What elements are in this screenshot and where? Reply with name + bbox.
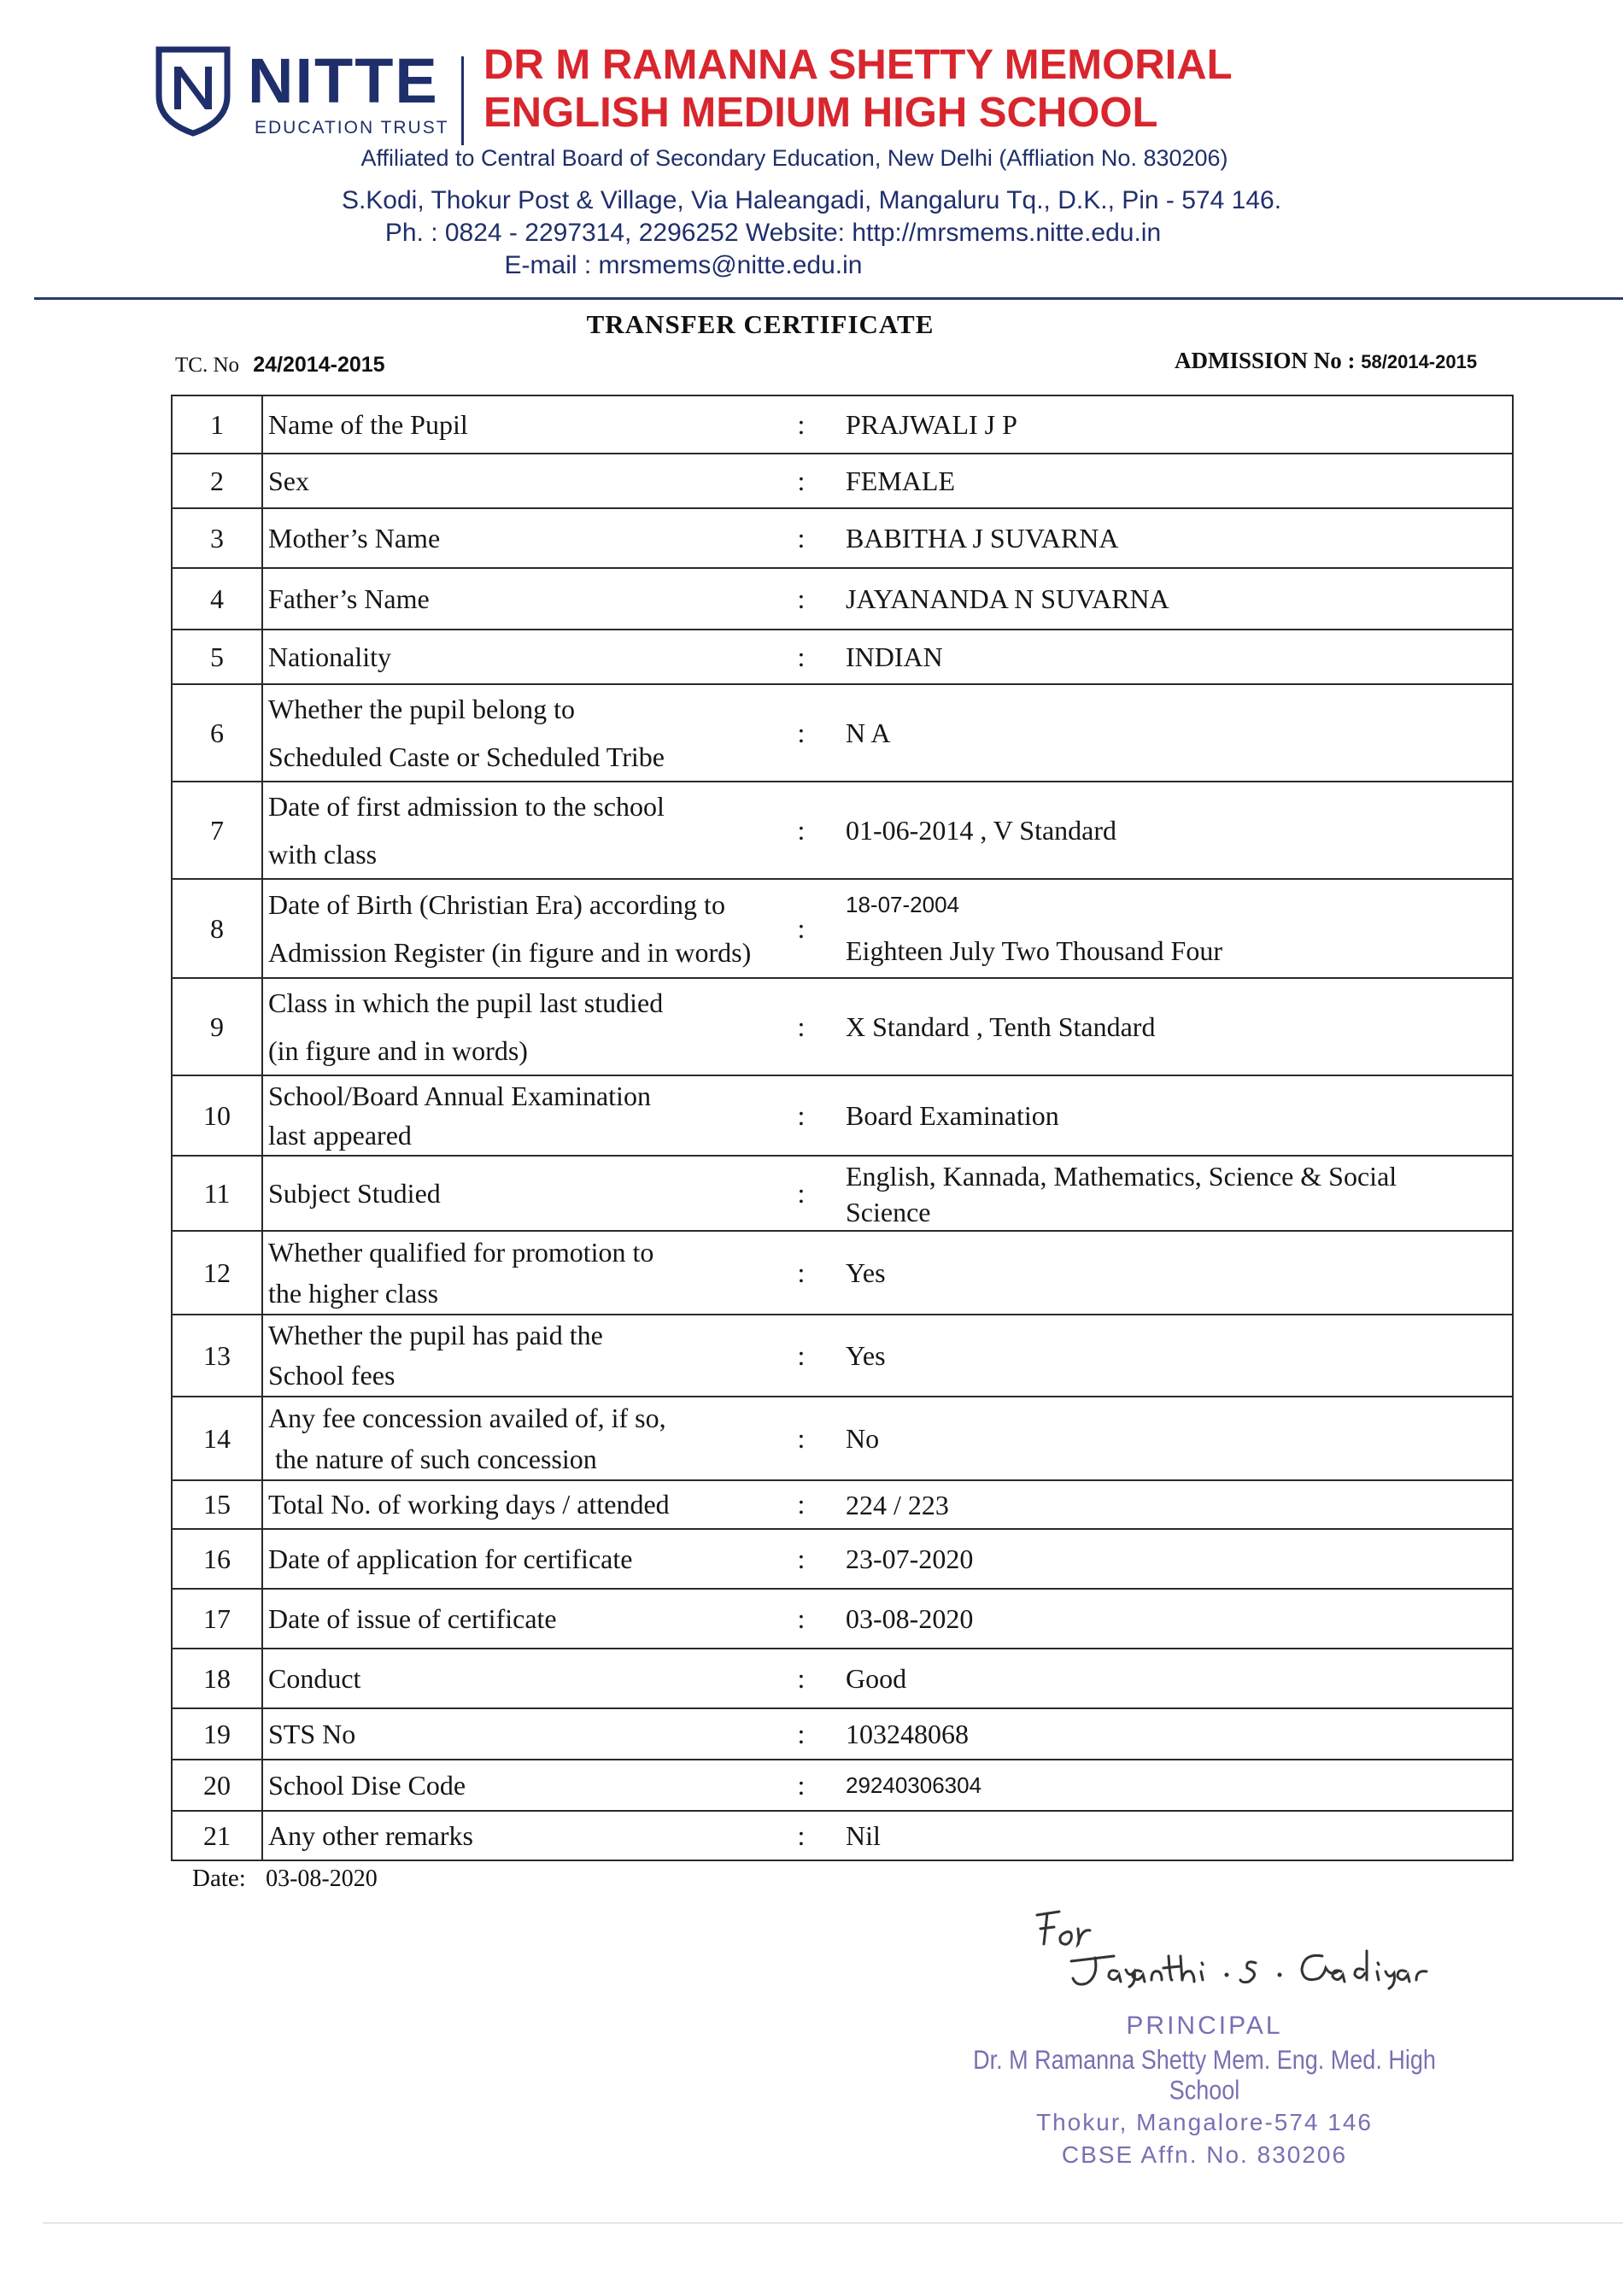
row-label: Nationality xyxy=(262,630,782,684)
row-colon: : xyxy=(782,1589,820,1649)
row-label: School Dise Code xyxy=(262,1760,782,1811)
row-number: 16 xyxy=(172,1529,262,1589)
brand-subtitle: EDUCATION TRUST xyxy=(255,118,449,138)
row-value: INDIAN xyxy=(820,630,1513,684)
admission-number xyxy=(1175,348,1477,374)
row-label: Subject Studied xyxy=(262,1156,782,1231)
row-label-line: Class in which the pupil last studied xyxy=(268,987,664,1018)
row-value: BABITHA J SUVARNA xyxy=(820,508,1513,568)
admission-number-value: 58/2014-2015 xyxy=(1361,351,1478,372)
row-value: FEMALE xyxy=(820,454,1513,508)
principal-stamp xyxy=(940,2012,1469,2169)
school-name xyxy=(483,41,1233,137)
row-colon: : xyxy=(782,1397,820,1480)
row-colon: : xyxy=(782,630,820,684)
table-row xyxy=(172,1480,1513,1529)
row-colon: : xyxy=(782,782,820,879)
row-value: Yes xyxy=(820,1231,1513,1315)
row-label: Conduct xyxy=(262,1649,782,1708)
email-text: E-mail : mrsmems@nitte.edu.in xyxy=(504,251,863,279)
table-row xyxy=(172,782,1513,879)
row-value: 03-08-2020 xyxy=(820,1589,1513,1649)
row-colon: : xyxy=(782,1708,820,1760)
school-name-line1: DR M RAMANNA SHETTY MEMORIAL xyxy=(483,42,1233,88)
affiliation-text: Affiliated to Central Board of Secondary Education, New Delhi (Affliation No. 830206) xyxy=(360,145,1228,171)
table-row xyxy=(172,1231,1513,1315)
row-label-line: Whether the pupil has paid the xyxy=(268,1320,603,1350)
stamp-title: PRINCIPAL xyxy=(1126,2012,1283,2040)
table-row xyxy=(172,1811,1513,1860)
table-row xyxy=(172,568,1513,630)
admission-number-label: ADMISSION No : xyxy=(1175,348,1356,373)
table-row xyxy=(172,1315,1513,1397)
principal-signature xyxy=(1025,1896,1538,1999)
row-number: 15 xyxy=(172,1480,262,1529)
row-label-line: Any fee concession availed of, if so, xyxy=(268,1403,666,1433)
row-label: Date of issue of certificate xyxy=(262,1589,782,1649)
row-label: Name of the Pupil xyxy=(262,395,782,454)
header-rule xyxy=(34,297,1623,300)
row-label: Any other remarks xyxy=(262,1811,782,1860)
row-colon: : xyxy=(782,1231,820,1315)
row-label: Sex xyxy=(262,454,782,508)
row-label xyxy=(262,1397,782,1480)
row-number: 3 xyxy=(172,508,262,568)
row-number: 19 xyxy=(172,1708,262,1760)
stamp-affiliation: CBSE Affn. No. 830206 xyxy=(1061,2141,1348,2168)
row-number: 5 xyxy=(172,630,262,684)
row-value: PRAJWALI J P xyxy=(820,395,1513,454)
row-number: 7 xyxy=(172,782,262,879)
row-colon: : xyxy=(782,508,820,568)
table-row xyxy=(172,630,1513,684)
row-label: Mother’s Name xyxy=(262,508,782,568)
phone-website-text: Ph. : 0824 - 2297314, 2296252 Website: http://mrsmems.nitte.edu.in xyxy=(384,219,1162,247)
row-colon: : xyxy=(782,454,820,508)
row-colon: : xyxy=(782,1480,820,1529)
row-value-line: 18-07-2004 xyxy=(846,892,959,917)
nitte-logo xyxy=(154,43,495,145)
school-name-line2: ENGLISH MEDIUM HIGH SCHOOL xyxy=(483,90,1158,136)
table-row xyxy=(172,1397,1513,1480)
table-row xyxy=(172,978,1513,1075)
row-label xyxy=(262,978,782,1075)
row-value: Yes xyxy=(820,1315,1513,1397)
row-number: 18 xyxy=(172,1649,262,1708)
table-row xyxy=(172,1708,1513,1760)
row-number: 11 xyxy=(172,1156,262,1231)
nitte-emblem-icon xyxy=(154,43,232,137)
row-value xyxy=(820,1156,1513,1231)
row-label-line: the nature of such concession xyxy=(268,1444,597,1474)
letterhead-divider xyxy=(461,56,464,145)
row-label: Father’s Name xyxy=(262,568,782,630)
row-colon: : xyxy=(782,1760,820,1811)
row-value: JAYANANDA N SUVARNA xyxy=(820,568,1513,630)
row-value: No xyxy=(820,1397,1513,1480)
row-number: 13 xyxy=(172,1315,262,1397)
issue-date-value: 03-08-2020 xyxy=(266,1866,378,1892)
table-row xyxy=(172,508,1513,568)
row-label xyxy=(262,1231,782,1315)
row-colon: : xyxy=(782,978,820,1075)
row-colon: : xyxy=(782,1649,820,1708)
row-label-line: Admission Register (in figure and in words) xyxy=(268,937,752,968)
certificate-title: TRANSFER CERTIFICATE xyxy=(586,309,935,339)
table-row xyxy=(172,684,1513,782)
tc-number-value: 24/2014-2015 xyxy=(253,353,385,377)
row-label-line: School fees xyxy=(268,1360,395,1391)
row-label xyxy=(262,1075,782,1156)
row-colon: : xyxy=(782,1811,820,1860)
row-colon: : xyxy=(782,568,820,630)
row-label-line: the higher class xyxy=(268,1278,439,1309)
table-row xyxy=(172,879,1513,978)
table-row xyxy=(172,1760,1513,1811)
tc-number xyxy=(175,353,385,378)
table-row xyxy=(172,395,1513,454)
row-colon: : xyxy=(782,1315,820,1397)
row-colon: : xyxy=(782,879,820,978)
row-value: X Standard , Tenth Standard xyxy=(820,978,1513,1075)
table-row xyxy=(172,1589,1513,1649)
row-value: Nil xyxy=(820,1811,1513,1860)
row-number: 14 xyxy=(172,1397,262,1480)
row-number: 6 xyxy=(172,684,262,782)
row-label xyxy=(262,684,782,782)
row-value-line: Eighteen July Two Thousand Four xyxy=(846,935,1222,966)
row-number: 4 xyxy=(172,568,262,630)
row-label-line: Scheduled Caste or Scheduled Tribe xyxy=(268,741,665,772)
tc-number-label: TC. No xyxy=(175,354,239,377)
row-colon: : xyxy=(782,1156,820,1231)
row-label-line: Whether qualified for promotion to xyxy=(268,1237,654,1268)
row-value: 103248068 xyxy=(820,1708,1513,1760)
row-label-line: School/Board Annual Examination xyxy=(268,1081,651,1111)
row-label xyxy=(262,879,782,978)
row-label: STS No xyxy=(262,1708,782,1760)
table-row xyxy=(172,1649,1513,1708)
row-number: 1 xyxy=(172,395,262,454)
row-colon: : xyxy=(782,1529,820,1589)
certificate-details-table xyxy=(171,395,1514,1861)
issue-date-label: Date: xyxy=(192,1865,246,1892)
row-label: Date of application for certificate xyxy=(262,1529,782,1589)
table-row xyxy=(172,1075,1513,1156)
row-number: 17 xyxy=(172,1589,262,1649)
row-number: 12 xyxy=(172,1231,262,1315)
row-number: 8 xyxy=(172,879,262,978)
table-row xyxy=(172,1529,1513,1589)
row-value: Good xyxy=(820,1649,1513,1708)
row-number: 21 xyxy=(172,1811,262,1860)
row-value: 01-06-2014 , V Standard xyxy=(820,782,1513,879)
row-label-line: (in figure and in words) xyxy=(268,1035,528,1066)
row-colon: : xyxy=(782,684,820,782)
row-number: 9 xyxy=(172,978,262,1075)
row-label-line: Date of Birth (Christian Era) according to xyxy=(268,889,725,920)
row-value: 224 / 223 xyxy=(820,1480,1513,1529)
row-value-line: Science xyxy=(846,1197,931,1227)
table-row xyxy=(172,454,1513,508)
row-value: 29240306304 xyxy=(820,1760,1513,1811)
row-value xyxy=(820,879,1513,978)
row-label xyxy=(262,1315,782,1397)
row-colon: : xyxy=(782,1075,820,1156)
row-value: N A xyxy=(820,684,1513,782)
row-value: Board Examination xyxy=(820,1075,1513,1156)
row-label-line: Date of first admission to the school xyxy=(268,791,665,822)
issue-date xyxy=(192,1865,378,1893)
row-label: Total No. of working days / attended xyxy=(262,1480,782,1529)
row-colon: : xyxy=(782,395,820,454)
row-label-line: Whether the pupil belong to xyxy=(268,694,576,724)
row-number: 2 xyxy=(172,454,262,508)
brand-name: NITTE xyxy=(248,45,439,116)
row-label-line: with class xyxy=(268,839,378,870)
stamp-school-name: Dr. M Ramanna Shetty Mem. Eng. Med. High School xyxy=(973,2045,1436,2106)
row-label-line: last appeared xyxy=(268,1120,412,1151)
row-number: 10 xyxy=(172,1075,262,1156)
row-label xyxy=(262,782,782,879)
row-value-line: English, Kannada, Mathematics, Science & Social xyxy=(846,1161,1397,1192)
row-number: 20 xyxy=(172,1760,262,1811)
address-text: S.Kodi, Thokur Post & Village, Via Haleangadi, Mangaluru Tq., D.K., Pin - 574 146. xyxy=(341,186,1282,214)
stamp-address: Thokur, Mangalore-574 146 xyxy=(1036,2109,1373,2135)
row-value: 23-07-2020 xyxy=(820,1529,1513,1589)
table-row xyxy=(172,1156,1513,1231)
